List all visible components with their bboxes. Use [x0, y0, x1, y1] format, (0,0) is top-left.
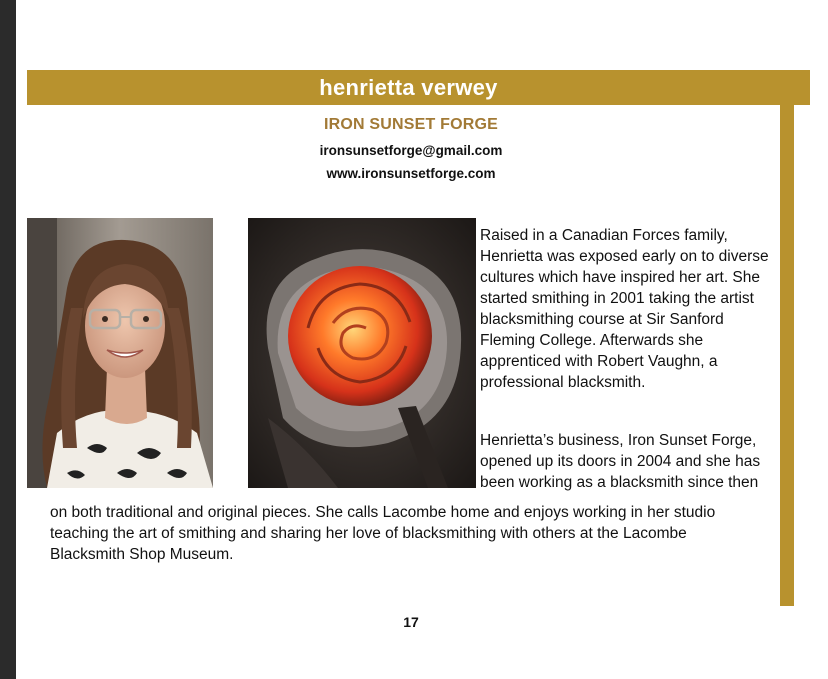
text-line: professional blacksmith. [480, 374, 646, 391]
text-line: Henrietta’s business, Iron Sunset Forge, [480, 432, 757, 449]
text-line: on both traditional and original pieces. She calls Lacombe home and enjoys working in her studio [50, 504, 716, 521]
text-line: Raised in a Canadian Forces family, [480, 227, 728, 244]
artist-portrait-photo [27, 218, 213, 488]
text-line: opened up its doors in 2004 and she has [480, 453, 761, 470]
text-line: apprenticed with Robert Vaughn, a [480, 353, 718, 370]
bio-paragraph-2-continued [50, 502, 770, 565]
email-address: ironsunsetforge@gmail.com [319, 143, 503, 158]
page-number: 17 [403, 614, 419, 630]
text-line: been working as a blacksmith since then [480, 474, 759, 491]
document-page [16, 0, 828, 679]
text-line: Fleming College. Afterwards she [480, 332, 704, 349]
artist-name: henrietta verwey [319, 74, 498, 100]
gold-side-rail [780, 100, 794, 606]
text-line: started smithing in 2001 taking the artist [480, 290, 754, 307]
text-line: Blacksmith Shop Museum. [50, 546, 234, 563]
name-banner [27, 70, 810, 105]
text-line: blacksmithing course at Sir Sanford [480, 311, 724, 328]
text-line: Henrietta was exposed early on to diverse [480, 248, 769, 265]
bio-paragraph-2 [480, 430, 780, 493]
website-address: www.ironsunsetforge.com [326, 166, 496, 181]
bio-paragraph-1 [480, 225, 780, 393]
text-line: cultures which have inspired her art. She [480, 269, 761, 286]
text-line: teaching the art of smithing and sharing her love of blacksmithing with others at the Lacombe [50, 525, 687, 542]
iron-rose-photo [248, 218, 476, 488]
viewer-left-edge [0, 0, 16, 679]
business-name: IRON SUNSET FORGE [323, 116, 499, 133]
